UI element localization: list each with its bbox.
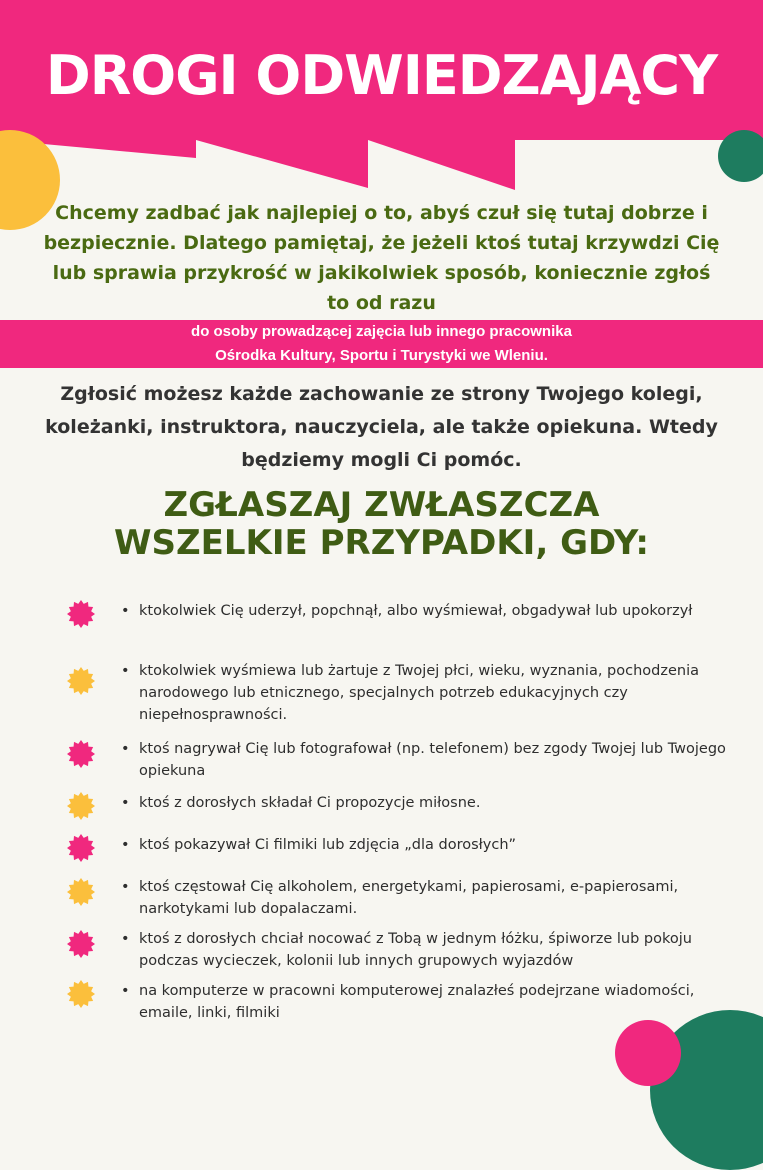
intro-paragraph: Chcemy zadbać jak najlepiej o to, abyś czuł się tutaj dobrze i bezpiecznie. Dlatego pamiętaj, że jeżeli ktoś tutaj krzywdzi Cię lub sprawia przykrość w jakikolwiek sposób, koniecznie zgłoś to od razu xyxy=(43,202,720,314)
list-item-text: • na komputerze w pracowni komputerowej znalazłeś podejrzane wiadomości, emaile, linki, filmiki xyxy=(123,980,743,1024)
list-item-text: • ktoś nagrywał Cię lub fotografował (np. telefonem) bez zgody Twojej lub Twojego opiekuna xyxy=(123,738,743,782)
pink-star-icon xyxy=(67,930,95,958)
list-item-text: • ktoś częstował Cię alkoholem, energetykami, papierosami, e-papierosami, narkotykami lub dopalaczami. xyxy=(123,876,743,920)
section-heading-line-1: ZGŁASZAJ ZWŁASZCZA xyxy=(163,485,600,525)
section-heading-line-2: WSZELKIE PRZYPADKI, GDY: xyxy=(114,523,649,563)
yellow-star-icon xyxy=(67,980,95,1008)
list-item-text: • ktoś pokazywał Ci filmiki lub zdjęcia „dla dorosłych” xyxy=(123,834,743,856)
pink-star-icon xyxy=(67,740,95,768)
contact-band-line-1: do osoby prowadzącej zajęcia lub innego pracownika xyxy=(191,323,572,340)
contact-band-line-2: Ośrodka Kultury, Sportu i Turystyki we Wleniu. xyxy=(215,347,548,364)
list-item-text: • ktoś z dorosłych składał Ci propozycje miłosne. xyxy=(123,792,743,814)
yellow-star-icon xyxy=(67,878,95,906)
pink-star-icon xyxy=(67,834,95,862)
pink-star-icon xyxy=(67,600,95,628)
contact-band xyxy=(0,320,763,368)
green-circle-decoration xyxy=(718,130,763,182)
page-title: DROGI ODWIEDZAJĄCY xyxy=(45,44,718,107)
list-item-text: • ktoś z dorosłych chciał nocować z Tobą w jednym łóżku, śpiworze lub pokoju podczas wycieczek, kolonii lub innych grupowych wyjazdów xyxy=(123,928,743,972)
list-item-text: • ktokolwiek Cię uderzył, popchnął, albo wyśmiewał, obgadywał lub upokorzył xyxy=(123,600,743,622)
yellow-star-icon xyxy=(67,792,95,820)
report-paragraph: Zgłosić możesz każde zachowanie ze strony Twojego kolegi, koleżanki, instruktora, nauczyciela, ale także opiekuna. Wtedy będziemy mogli Ci pomóc. xyxy=(45,383,718,471)
list-item-text: • ktokolwiek wyśmiewa lub żartuje z Twojej płci, wieku, wyznania, pochodzenia narodowego lub etnicznego, specjalnych potrzeb edukacyjnych czy niepełnosprawności. xyxy=(123,660,743,726)
pink-circle-decoration xyxy=(615,1020,681,1086)
yellow-star-icon xyxy=(67,667,95,695)
section-heading xyxy=(20,486,743,562)
